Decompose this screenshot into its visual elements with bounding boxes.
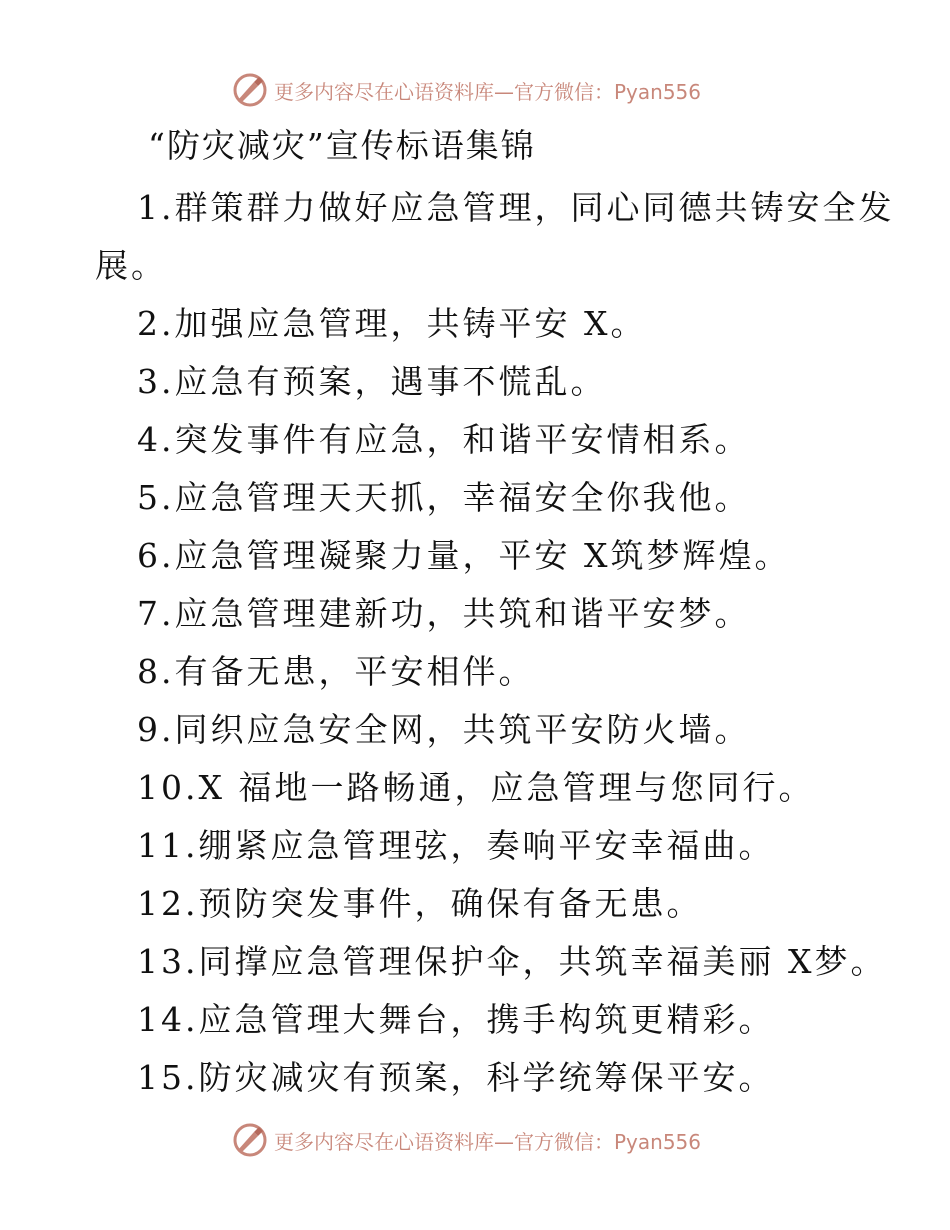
watermark-suffix: —官方微信：Pyan556 (494, 1129, 702, 1154)
slogan-item-continuation: 展。 (95, 246, 167, 285)
slogan-item: 6.应急管理凝聚力量，平安 X筑梦辉煌。 (137, 536, 791, 575)
pen-logo-icon (232, 72, 268, 108)
slogan-item: 15.防灾减灾有预案，科学统筹保平安。 (137, 1058, 775, 1097)
watermark-suffix: —官方微信：Pyan556 (494, 79, 702, 104)
watermark-footer (232, 1120, 701, 1160)
watermark-header (232, 70, 701, 110)
slogan-item: 4.突发事件有应急，和谐平安情相系。 (137, 420, 751, 459)
slogan-item: 12.预防突发事件，确保有备无患。 (137, 884, 703, 923)
slogan-item: 1.群策群力做好应急管理，同心同德共铸安全发 (137, 188, 895, 227)
watermark-prefix: 更多内容尽在心语资料库 (274, 79, 494, 104)
slogan-item: 14.应急管理大舞台，携手构筑更精彩。 (137, 1000, 775, 1039)
slogan-item: 10.X 福地一路畅通，应急管理与您同行。 (137, 768, 815, 807)
page-title: “防灾减灾”宣传标语集锦 (148, 126, 536, 165)
slogan-item: 9.同织应急安全网，共筑平安防火墙。 (137, 710, 751, 749)
watermark-prefix: 更多内容尽在心语资料库 (274, 1129, 494, 1154)
slogan-item: 2.加强应急管理，共铸平安 X。 (137, 304, 647, 343)
slogan-item: 3.应急有预案，遇事不慌乱。 (137, 362, 607, 401)
slogan-item: 8.有备无患，平安相伴。 (137, 652, 535, 691)
slogan-item: 5.应急管理天天抓，幸福安全你我他。 (137, 478, 751, 517)
slogan-item: 7.应急管理建新功，共筑和谐平安梦。 (137, 594, 751, 633)
slogan-item: 13.同撑应急管理保护伞，共筑幸福美丽 X梦。 (137, 942, 887, 981)
slogan-item: 11.绷紧应急管理弦，奏响平安幸福曲。 (137, 826, 775, 865)
pen-logo-icon (232, 1122, 268, 1158)
